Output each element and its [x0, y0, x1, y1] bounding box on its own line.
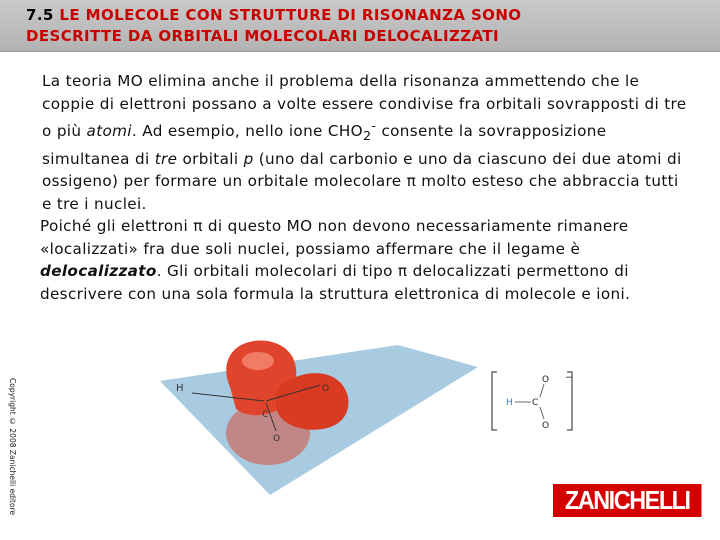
body-text	[40, 70, 690, 305]
orbital-highlight	[242, 352, 274, 370]
section-number: 7.5	[26, 6, 54, 24]
lewis-bond-c-o-bottom	[540, 407, 544, 419]
lewis-c: C	[532, 398, 539, 408]
charge-label: −	[565, 373, 573, 383]
title-text-1: LE MOLECOLE CON STRUTTURE DI RISONANZA SONO	[53, 6, 522, 24]
paragraph-1	[40, 70, 690, 215]
atom-o-lower-label: O	[273, 434, 281, 444]
text-span: orbitali	[177, 149, 244, 168]
lewis-bond-c-o-top	[540, 384, 544, 397]
title-line-2: DESCRITTE DA ORBITALI MOLECOLARI DELOCALIZZATI	[26, 27, 499, 45]
text-span: La teoria MO elimina anche il problema della risonanza ammettendo che le coppie di elettroni possano a volte essere condivise fra orbitali sovrapposti di tre o più	[42, 72, 687, 141]
superscript-minus: -	[371, 118, 377, 133]
orbital-lobe-right	[276, 373, 349, 430]
lewis-o-top: O	[542, 375, 550, 385]
atom-o-right-label: O	[322, 384, 330, 394]
paragraph-2	[40, 215, 690, 305]
text-span: (uno dal carbonio e uno da ciascuno dei due atomi di ossigeno) per formare un orbitale molecolare π molto esteso che abbraccia tutti e tre i nuclei.	[42, 149, 682, 213]
text-span: consente la sovrapposizione simultanea di	[42, 122, 607, 168]
atom-h-label: H	[176, 383, 184, 394]
text-span: Poiché gli elettroni π di questo MO non devono necessariamente rimanere «localizzati» fra due soli nuclei, possiamo affermare che il legame è	[40, 217, 629, 258]
bracket-left	[492, 372, 497, 430]
bold-italic-delocalizzato: delocalizzato	[40, 262, 157, 281]
lewis-h: H	[506, 398, 513, 408]
text-span: . Gli orbitali molecolari di tipo π delocalizzati permettono di descrivere con una sola formula la struttura elettronica di molecole e ioni.	[40, 262, 631, 303]
atom-c-label: C	[262, 410, 269, 420]
italic-p: p	[243, 149, 254, 168]
zanichelli-logo: ZANICHELLI	[553, 484, 702, 517]
lewis-o-bottom: O	[542, 421, 550, 431]
italic-atomi: atomi	[86, 122, 132, 141]
lewis-structure	[488, 370, 578, 432]
italic-tre: tre	[154, 149, 178, 168]
delocalized-orbital-figure	[160, 325, 480, 510]
title-line-1	[26, 6, 521, 24]
copyright-text: Copyright © 2008 Zanichelli editore	[8, 378, 17, 516]
text-span: . Ad esempio, nello ione CHO	[131, 122, 363, 141]
subscript-2: 2	[362, 128, 372, 144]
slide-header	[0, 0, 720, 52]
